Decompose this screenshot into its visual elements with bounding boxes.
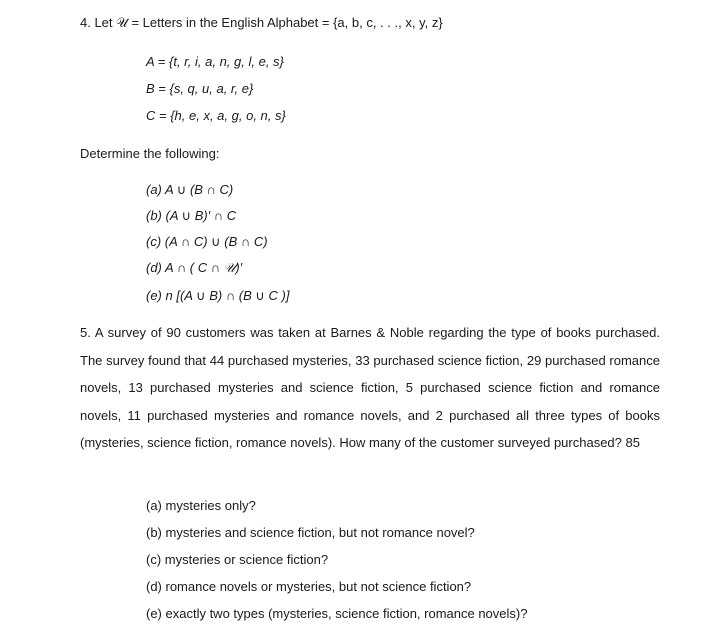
q5-item-a: (a) mysteries only? bbox=[146, 498, 256, 513]
set-a-definition: A = {t, r, i, a, n, g, l, e, s} bbox=[146, 54, 284, 69]
q5-item-e: (e) exactly two types (mysteries, science fiction, romance novels)? bbox=[146, 606, 528, 621]
q5-item-d: (d) romance novels or mysteries, but not science fiction? bbox=[146, 579, 472, 594]
q5-item-b: (b) mysteries and science fiction, but not romance novel? bbox=[146, 525, 475, 540]
q5-item-c: (c) mysteries or science fiction? bbox=[146, 552, 329, 567]
q4-heading: 4. Let 𝒰 = Letters in the English Alphabet = {a, b, c, . . ., x, y, z} bbox=[80, 15, 443, 30]
q4-item-b: (b) (A ∪ B)′ ∩ C bbox=[146, 208, 237, 223]
q4-item-c: (c) (A ∩ C) ∪ (B ∩ C) bbox=[146, 234, 268, 249]
q4-item-a: (a) A ∪ (B ∩ C) bbox=[146, 182, 234, 197]
q5-paragraph: 5. A survey of 90 customers was taken at Barnes & Noble regarding the type of books purchased. The survey found that 44 purchased mysteries, 33 purchased science fiction, 29 purchased romance novels, 13 purchased mysteries and science fiction, 5 purchased science fiction and romance novels, 11 purchased mysteries and romance novels, and 2 purchased all three types of books (mysteries, science fiction, romance novels). How many of the customer surveyed purchased? 85 bbox=[80, 325, 660, 450]
q4-item-e: (e) n [(A ∪ B) ∩ (B ∪ C )] bbox=[146, 288, 290, 303]
q4-prompt: Determine the following: bbox=[80, 146, 220, 161]
set-b-definition: B = {s, q, u, a, r, e} bbox=[146, 81, 254, 96]
set-c-definition: C = {h, e, x, a, g, o, n, s} bbox=[146, 108, 286, 123]
q4-item-d: (d) A ∩ ( C ∩ 𝒰)′ bbox=[146, 260, 243, 275]
